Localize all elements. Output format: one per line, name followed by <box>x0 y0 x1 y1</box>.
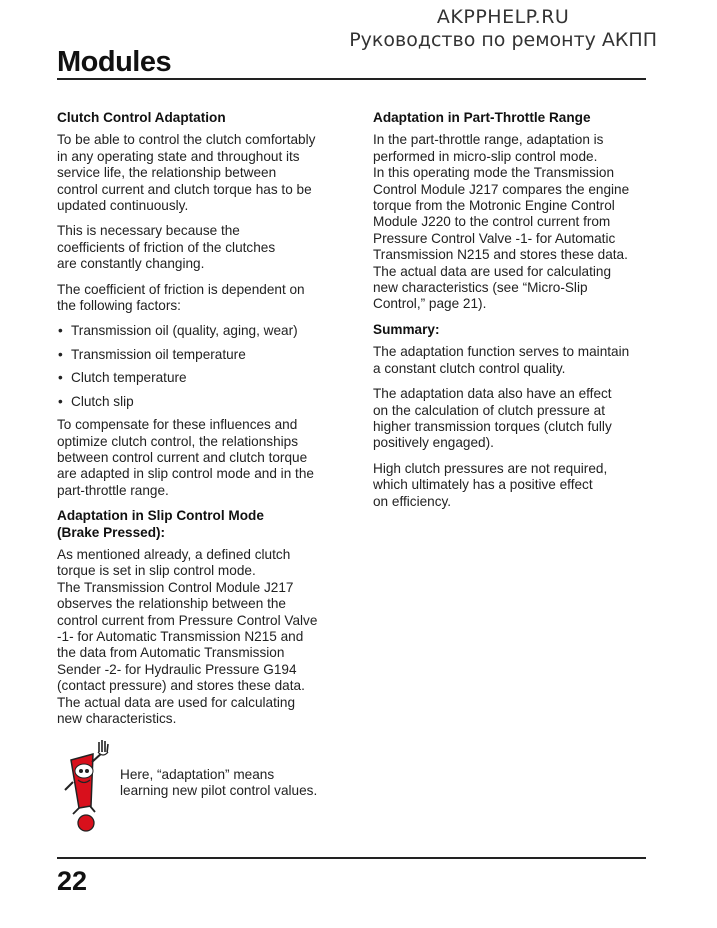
watermark-subtitle: Руководство по ремонту АКПП <box>349 29 657 51</box>
paragraph: This is necessary because the coefficients of friction of the clutches are constantly changing. <box>57 223 276 272</box>
paragraph: In the part-throttle range, adaptation is performed in micro-slip control mode. In this operating mode the Transmission Control Module J217 compares the engine torque from the Motronic Engine Control Module J220 to the control current from Pressure Control Valve -1- for Automatic Transmission N215 and stores these data. The actual data are used for calculating new characteristics (see “Micro-Slip Control,” page 21). <box>373 132 630 312</box>
paragraph: High clutch pressures are not required, which ultimately has a positive effect on efficiency. <box>373 460 608 509</box>
section-heading-slip-control-mode: Adaptation in Slip Control Mode (Brake Pressed): <box>57 508 264 540</box>
list-item: • Clutch temperature <box>57 370 332 386</box>
left-column <box>57 110 332 736</box>
exclamation-mascot-icon <box>57 738 121 833</box>
paragraph: The adaptation data also have an effect on the calculation of clutch pressure at higher transmission torques (clutch fully positively engaged). <box>373 386 612 451</box>
paragraph: The adaptation function serves to maintain a constant clutch control quality. <box>373 344 630 376</box>
site-watermark <box>349 6 657 52</box>
paragraph: To be able to control the clutch comfortably in any operating state and throughout its service life, the relationship between control current and clutch torque has to be updated continuously. <box>57 132 316 214</box>
watermark-site-name: AKPPHELP.RU <box>436 6 570 28</box>
list-item: • Clutch slip <box>57 394 332 410</box>
header-divider <box>57 78 646 80</box>
note-callout <box>57 738 347 833</box>
section-heading-clutch-control-adaptation: Clutch Control Adaptation <box>57 110 226 125</box>
section-heading-summary: Summary: <box>373 321 440 337</box>
note-text: Here, “adaptation” means learning new pilot control values. <box>120 767 318 799</box>
footer-divider <box>57 857 646 859</box>
page-title: Modules <box>57 46 172 78</box>
paragraph: As mentioned already, a defined clutch torque is set in slip control mode. The Transmission Control Module J217 observes the relationship between the control current from Pressure Control Valve -1- for Automatic Transmission N215 and the data from Automatic Transmission Sender -2- for Hydraulic Pressure G194 (contact pressure) and stores these data. The actual data are used for calculating new characteristics. <box>57 546 318 726</box>
list-item: • Transmission oil (quality, aging, wear) <box>57 323 332 339</box>
right-column <box>373 110 648 519</box>
paragraph: To compensate for these influences and optimize clutch control, the relationships between control current and clutch torque are adapted in slip control mode and in the part-throttle range. <box>57 417 314 498</box>
page-number: 22 <box>57 866 88 896</box>
section-heading-part-throttle-range: Adaptation in Part-Throttle Range <box>373 110 591 125</box>
list-item: • Transmission oil temperature <box>57 347 332 363</box>
paragraph: The coefficient of friction is dependent on the following factors: <box>57 281 305 314</box>
factor-list <box>57 323 332 410</box>
